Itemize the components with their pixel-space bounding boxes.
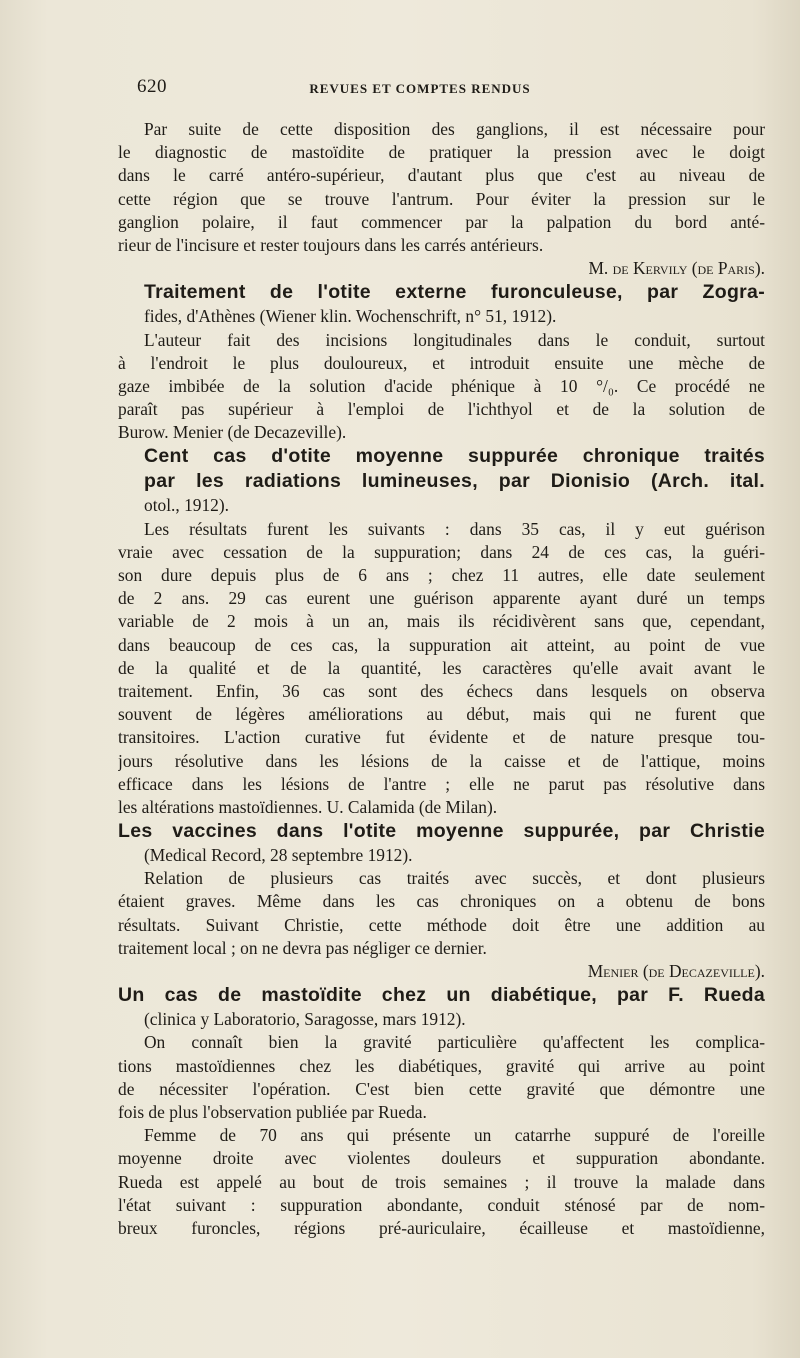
text-line: de 2 ans. 29 cas eurent une guérison apparente ayant duré un temps xyxy=(118,588,765,609)
section-title-line: par les radiations lumineuses, par Dionisio (Arch. ital. xyxy=(144,470,765,493)
text-line: tions mastoïdiennes chez les diabétiques, gravité qui arrive au point xyxy=(118,1055,765,1076)
text-line: ganglion polaire, il faut commencer par la palpation du bord anté- xyxy=(118,211,765,232)
text-line: paraît pas supérieur à l'emploi de l'ichthyol et de la solution de xyxy=(118,399,765,420)
page-number: 620 xyxy=(137,76,167,97)
text-line: vraie avec cessation de la suppuration; dans 24 de ces cas, la guéri- xyxy=(118,541,765,562)
text-line: dans le carré antéro-supérieur, d'autant plus que c'est au niveau de xyxy=(118,165,765,186)
text-line: otol., 1912). xyxy=(144,495,230,516)
text-line: rieur de l'incisure et rester toujours dans les carrés antérieurs. xyxy=(118,234,544,255)
body-text xyxy=(118,118,765,1240)
text-line: son dure depuis plus de 6 ans ; chez 11 autres, elle date seulement xyxy=(118,565,765,585)
text-line: M. de Kervily (de Paris). xyxy=(588,258,765,279)
text-line: le diagnostic de mastoïdite de pratiquer la pression avec le doigt xyxy=(118,142,765,163)
text-line: Burow. Menier (de Decazeville). xyxy=(118,422,347,443)
text-line: (Medical Record, 28 septembre 1912). xyxy=(144,845,413,866)
text-line: Rueda est appelé au bout de trois semaines ; il trouve la malade dans xyxy=(118,1171,765,1192)
text-line: Femme de 70 ans qui présente un catarrhe suppuré de l'oreille xyxy=(144,1125,765,1146)
page-header xyxy=(0,76,800,100)
text-line: On connaît bien la gravité particulière qu'affectent les complica- xyxy=(144,1032,765,1053)
text-line: étaient graves. Même dans les cas chroniques on a obtenu de bons xyxy=(118,891,765,912)
text-line: Relation de plusieurs cas traités avec succès, et dont plusieurs xyxy=(144,868,765,889)
text-line: à l'endroit le plus douloureux, et introduit ensuite une mèche de xyxy=(118,352,765,373)
text-line: cette région que se trouve l'antrum. Pour éviter la pression sur le xyxy=(118,188,765,209)
text-line: variable de 2 mois à un an, mais ils récidivèrent sans que, cependant, xyxy=(118,611,765,632)
text-line: efficace dans les lésions de l'antre ; elle ne parut pas résolutive dans xyxy=(118,773,765,794)
text-line: breux furoncles, régions pré-auriculaire, écailleuse et mastoïdienne, xyxy=(118,1217,765,1238)
text-line: les altérations mastoïdiennes. U. Calamida (de Milan). xyxy=(118,796,498,817)
text-line: fides, d'Athènes (Wiener klin. Wochenschrift, n° 51, 1912). xyxy=(144,306,557,327)
text-line: gaze imbibée de la solution d'acide phénique à 10 °/₀. Ce procédé ne xyxy=(118,375,765,396)
text-line: jours résolutive dans les lésions de la caisse et de l'attique, moins xyxy=(118,750,765,771)
section-title-line: Les vaccines dans l'otite moyenne suppurée, par Christie xyxy=(118,820,765,843)
text-line: Les résultats furent les suivants : dans 35 cas, il y eut guérison xyxy=(144,518,765,539)
text-line: moyenne droite avec violentes douleurs et suppuration abondante. xyxy=(118,1148,765,1169)
text-line: fois de plus l'observation publiée par Rueda. xyxy=(118,1101,427,1122)
text-line: traitement. Enfin, 36 cas sont des échecs dans lesquels on observa xyxy=(118,680,765,701)
text-line: Menier (de Decazeville). xyxy=(587,961,765,981)
text-line: souvent de légères améliorations au début, mais qui ne furent que xyxy=(118,704,765,725)
section-title-line: Cent cas d'otite moyenne suppurée chronique traités xyxy=(144,445,765,468)
text-line: transitoires. L'action curative fut évidente et de nature presque tou- xyxy=(118,727,765,748)
running-title: REVUES ET COMPTES RENDUS xyxy=(309,81,531,96)
text-line: résultats. Suivant Christie, cette méthode doit être une addition au xyxy=(118,914,765,935)
section-title-line: Un cas de mastoïdite chez un diabétique, par F. Rueda xyxy=(118,984,765,1007)
text-line: (clinica y Laboratorio, Saragosse, mars 1912). xyxy=(144,1009,466,1030)
text-line: traitement local ; on ne devra pas négliger ce dernier. xyxy=(118,937,487,958)
text-line: dans beaucoup de ces cas, la suppuration ait atteint, au point de vue xyxy=(118,634,765,655)
text-line: l'état suivant : suppuration abondante, conduit sténosé par de nom- xyxy=(118,1194,765,1215)
text-line: de nécessiter l'opération. C'est bien cette gravité que démontre une xyxy=(118,1078,765,1099)
text-line: Par suite de cette disposition des ganglions, il est nécessaire pour xyxy=(144,119,765,139)
text-line: L'auteur fait des incisions longitudinales dans le conduit, surtout xyxy=(144,329,765,350)
section-title-line: Traitement de l'otite externe furonculeuse, par Zogra- xyxy=(144,281,765,304)
text-line: de la qualité et de la quantité, les caractères qu'elle avait avant le xyxy=(118,657,765,678)
